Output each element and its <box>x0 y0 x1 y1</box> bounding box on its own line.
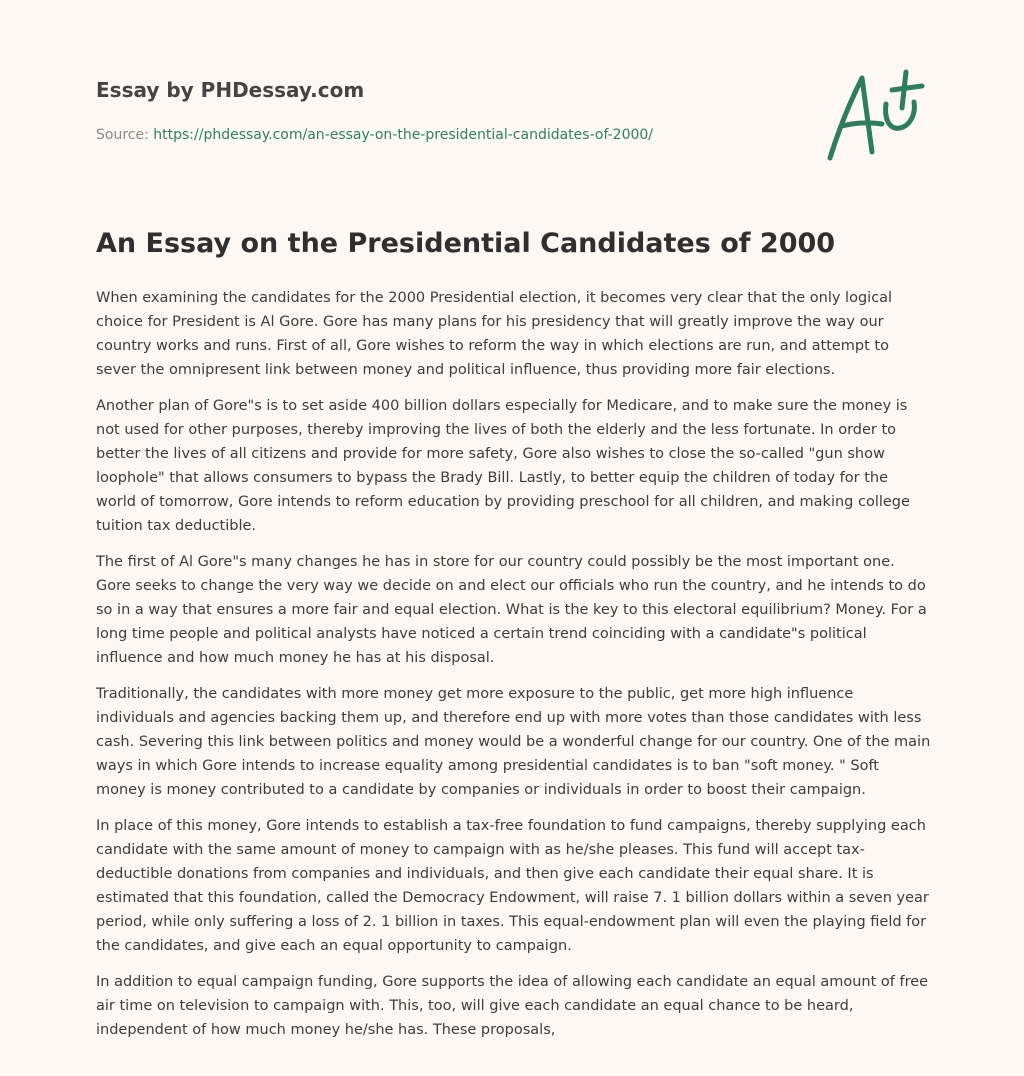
essay-paragraph: In addition to equal campaign funding, Gore supports the idea of allowing each candidate an equal amount of free air time on television to campaign with. This, too, will give each candidate an equal chance to be heard, independent of how much money he/she has. These proposals, <box>96 974 929 1038</box>
site-brand: Essay by PHDessay.com <box>96 78 365 102</box>
source-label: Source: <box>96 127 149 143</box>
essay-paragraph: When examining the candidates for the 2000 Presidential election, it becomes very clear that the only logical choice for President is Al Gore. Gore has many plans for his presidency that will greatly improve the way our country works and runs. First of all, Gore wishes to reform the way in which elections are run, and attempt to sever the omnipresent link between money and political influence, thus providing more fair elections. <box>96 290 893 378</box>
essay-paragraph: Another plan of Gore"s is to set aside 400 billion dollars especially for Medicare, and to make sure the money is not used for other purposes, thereby improving the lives of both the elderly and the less fortunate. In order to better the lives of all citizens and provide for more safety, Gore also wishes to close the so-called "gun show loophole" that allows consumers to bypass the Brady Bill. Lastly, to better equip the children of today for the world of tomorrow, Gore intends to reform education by providing preschool for all children, and making college tuition tax deductible. <box>96 398 910 534</box>
essay-title: An Essay on the Presidential Candidates of 2000 <box>96 228 836 259</box>
essay-paragraph: Traditionally, the candidates with more money get more exposure to the public, get more high influence individuals and agencies backing them up, and therefore end up with more votes than those candidates with less cash. Severing this link between politics and money would be a wonderful change for our country. One of the main ways in which Gore intends to increase equality among presidential candidates is to ban "soft money. " Soft money is money contributed to a candidate by companies or individuals in order to boost their campaign. <box>96 686 931 798</box>
essay-paragraph: In place of this money, Gore intends to establish a tax-free foundation to fund campaigns, thereby supplying each candidate with the same amount of money to campaign with as he/she pleases. This fund will accept tax-deductible donations from companies and individuals, and then give each candidate their equal share. It is estimated that this foundation, called the Democracy Endowment, will raise 7. 1 billion dollars within a seven year period, while only suffering a loss of 2. 1 billion in taxes. This equal-endowment plan will even the playing field for the candidates, and give each an equal opportunity to campaign. <box>96 818 929 954</box>
source-line <box>96 125 796 145</box>
essay-paragraph: The first of Al Gore"s many changes he has in store for our country could possibly be the most important one. Gore seeks to change the very way we decide on and elect our officials who run the country, and he intends to do so in a way that ensures a more fair and equal election. What is the key to this electoral equilibrium? Money. For a long time people and political analysts have noticed a certain trend coinciding with a candidate"s political influence and how much money he has at his disposal. <box>96 554 927 666</box>
a-plus-logo-icon <box>822 66 926 164</box>
header <box>96 74 796 145</box>
source-link[interactable]: https://phdessay.com/an-essay-on-the-presidential-candidates-of-2000/ <box>153 127 654 143</box>
essay-body <box>96 286 932 1054</box>
